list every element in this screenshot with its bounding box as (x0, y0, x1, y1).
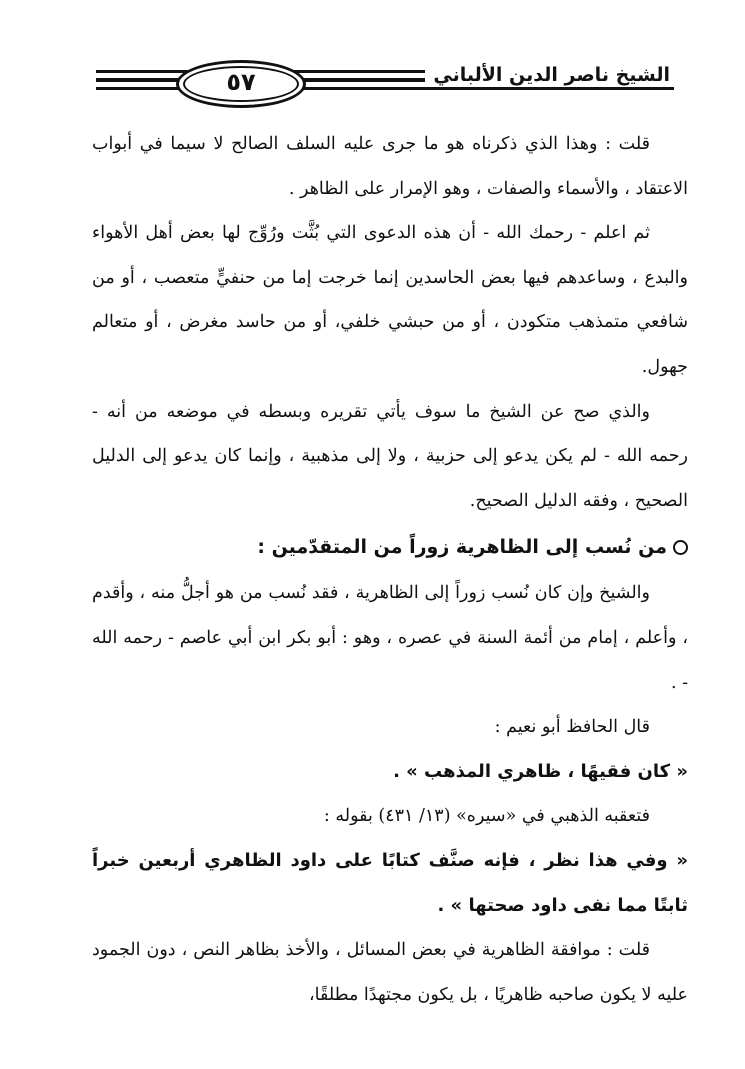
section-heading (92, 523, 688, 571)
paragraph: والشيخ وإن كان نُسب زوراً إلى الظاهرية ، فقد نُسب من هو أجلُّ منه ، وأقدم ، وأعلم ، إمام من أئمة السنة في عصره ، وهو : أبو بكر ابن أبي عاصم - رحمه الله - . (92, 583, 688, 693)
circle-bullet-icon (673, 540, 688, 555)
page-number-oval (176, 60, 306, 108)
paragraph: قال الحافظ أبو نعيم : (494, 717, 650, 738)
quotation: « كان فقيهًا ، ظاهري المذهب » . (393, 760, 688, 782)
page-header (96, 54, 674, 110)
section-heading-text: من نُسب إلى الظاهرية زوراً من المتقدّمين : (257, 536, 667, 559)
paragraph: قلت : وهذا الذي ذكرناه هو ما جرى عليه السلف الصالح لا سيما في أبواب الاعتقاد ، والأسماء والصفات ، وهو الإمرار على الظاهر . (92, 134, 688, 199)
paragraph: والذي صح عن الشيخ ما سوف يأتي تقريره وبسطه في موضعه من أنه - رحمه الله - لم يكن يدعو إلى حزبية ، ولا إلى مذهبية ، وإنما كان يدعو إلى الدليل الصحيح ، وفقه الدليل الصحيح. (92, 401, 688, 511)
paragraph: قلت : موافقة الظاهرية في بعض المسائل ، والأخذ بظاهر النص ، دون الجمود عليه لا يكون صاحبه ظاهريًا ، بل يكون مجتهدًا مطلقًا، (92, 940, 688, 1005)
paragraph: فتعقبه الذهبي في «سيره» (١٣/ ٤٣١) بقوله : (323, 806, 650, 827)
page-body (92, 122, 688, 1017)
page-number: ٥٧ (226, 68, 256, 96)
running-title: الشيخ ناصر الدين الألباني (425, 64, 674, 86)
quotation: « وفي هذا نظر ، فإنه صنَّف كتابًا على داود الظاهري أربعين خبراً ثابتًا مما نفى داود صحتها » . (92, 849, 688, 916)
paragraph: ثم اعلم - رحمك الله - أن هذه الدعوى التي بُثَّت ورُوِّج لها بعض أهل الأهواء والبدع ، وساعدهم فيها بعض الحاسدين إنما خرجت إما من حنفيٍّ متعصب ، أو من شافعي متمذهب متكودن ، أو من حبشي خلفي، أو من حاسد مغرض ، أو متعالم جهول. (92, 223, 688, 377)
